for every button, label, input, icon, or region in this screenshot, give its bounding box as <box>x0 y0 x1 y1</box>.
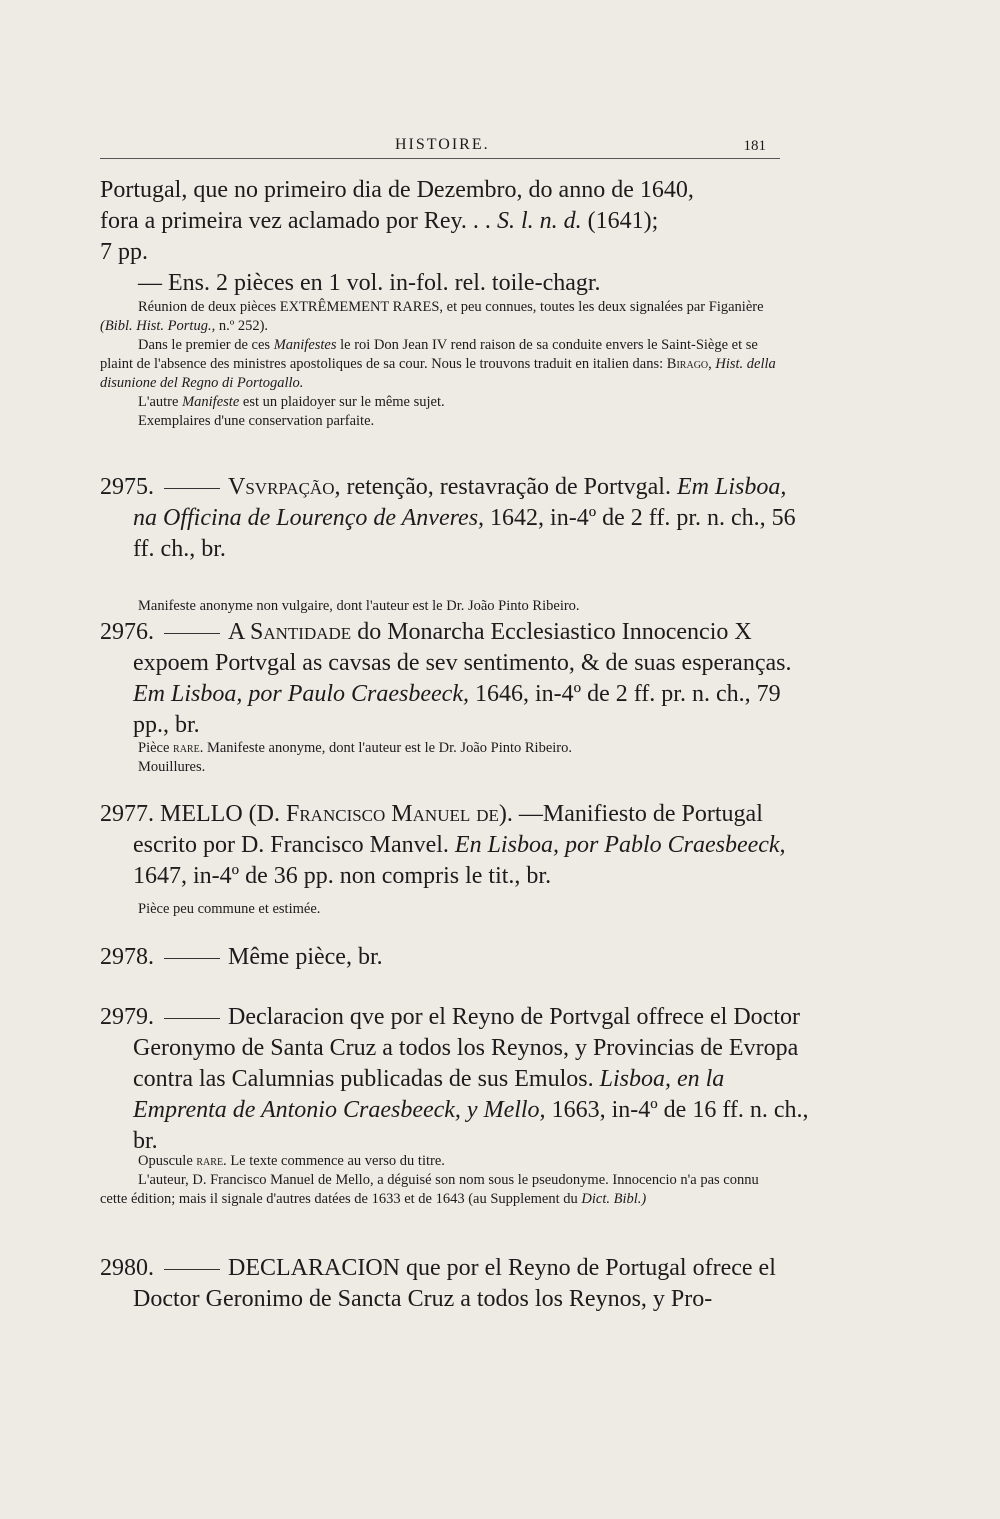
running-header <box>100 136 780 162</box>
header-rule <box>100 158 780 159</box>
entry-number: 2975. <box>100 474 154 500</box>
continued-entry <box>100 175 780 299</box>
entry-number: 2979. <box>100 1004 154 1030</box>
entry-2979: 2979. Declaracion qve por el Reyno de Portvgal offrece el Doctor Geronymo de Santa Cruz a todos los Reynos, y Provincias de Evropa contra las Calumnias publicadas de sus Emulos. Lisboa, en la Emprenta de Antonio Craesbeeck, y Mello, 1663, in-4º de 16 ff. n. ch., br. <box>100 1004 809 1154</box>
entry-line: — Ens. 2 pièces en 1 vol. in-fol. rel. toile-chagr. <box>138 270 601 296</box>
entry-2977: 2977. MELLO (D. Francisco Manuel de). —Manifiesto de Portugal escrito por D. Francisco Manvel. En Lisboa, por Pablo Craesbeeck, 1647, in-4º de 36 pp. non compris le tit., br. <box>100 801 786 889</box>
entry-number: 2980. <box>100 1255 154 1281</box>
entry-2978: 2978. Même pièce, br. <box>100 944 383 970</box>
running-title: HISTOIRE. <box>395 136 490 153</box>
entry-note: Pièce peu commune et estimée. <box>138 901 321 917</box>
entry-note: Opuscule rare. Le texte commence au verso du titre. L'auteur, D. Francisco Manuel de Mello, a déguisé son nom sous le pseudonyme. Innocencio n'a pas connu cette édition; mais il signale d'autres datées de 1633 et de 1643 (au Supplement du Dict. Bibl.) <box>100 1153 759 1207</box>
page-number: 181 <box>743 138 766 154</box>
entry-note: Pièce rare. Manifeste anonyme, dont l'auteur est le Dr. João Pinto Ribeiro. Mouillures. <box>138 740 572 775</box>
dash-rule <box>164 1018 220 1019</box>
dash-rule <box>164 1269 220 1270</box>
note-paragraph: L'autre Manifeste est un plaidoyer sur le même sujet. <box>138 394 445 410</box>
entry-line: fora a primeira vez aclamado por Rey. . . S. l. n. d. (1641); <box>100 208 659 234</box>
entry-note <box>100 298 780 431</box>
entry-number: 2976. <box>100 619 154 645</box>
dash-rule <box>164 488 220 489</box>
note-paragraph: Réunion de deux pièces EXTRÊMEMENT RARES, et peu connues, toutes les deux signalées par Figanière (Bibl. Hist. Portug., n.º 252). <box>100 299 764 334</box>
entry-number: 2978. <box>100 944 154 970</box>
note-paragraph: Exemplaires d'une conservation parfaite. <box>138 413 375 429</box>
dash-rule <box>164 633 220 634</box>
entry-2976: 2976. A Santidade do Monarcha Ecclesiastico Innocencio X expoem Portvgal as cavsas de sev sentimento, & de suas esperanças. Em Lisboa, por Paulo Craesbeeck, 1646, in-4º de 2 ff. pr. n. ch., 79 pp., br. <box>100 619 792 738</box>
entry-number: 2977. <box>100 801 154 827</box>
entry-line: 7 pp. <box>100 239 148 265</box>
dash-rule <box>164 958 220 959</box>
note-paragraph: Dans le premier de ces Manifestes le roi Don Jean IV rend raison de sa conduite envers le Saint-Siège et se plaint de l'absence des ministres apostoliques de sa cour. Nous le trouvons traduit en italien dans: Birago, Hist. della disunione del Regno di Portogallo. <box>100 337 776 391</box>
entry-note: Manifeste anonyme non vulgaire, dont l'auteur est le Dr. João Pinto Ribeiro. <box>138 598 580 614</box>
entry-2980: 2980. DECLARACION que por el Reyno de Portugal ofrece el Doctor Geronimo de Sancta Cruz a todos los Reynos, y Pro- <box>100 1255 776 1312</box>
entry-2975: 2975. Vsvrpação, retenção, restavração de Portvgal. Em Lisboa, na Officina de Lourenço de Anveres, 1642, in-4º de 2 ff. pr. n. ch., 56 ff. ch., br. <box>100 474 796 562</box>
entry-line: Portugal, que no primeiro dia de Dezembro, do anno de 1640, <box>100 177 694 203</box>
